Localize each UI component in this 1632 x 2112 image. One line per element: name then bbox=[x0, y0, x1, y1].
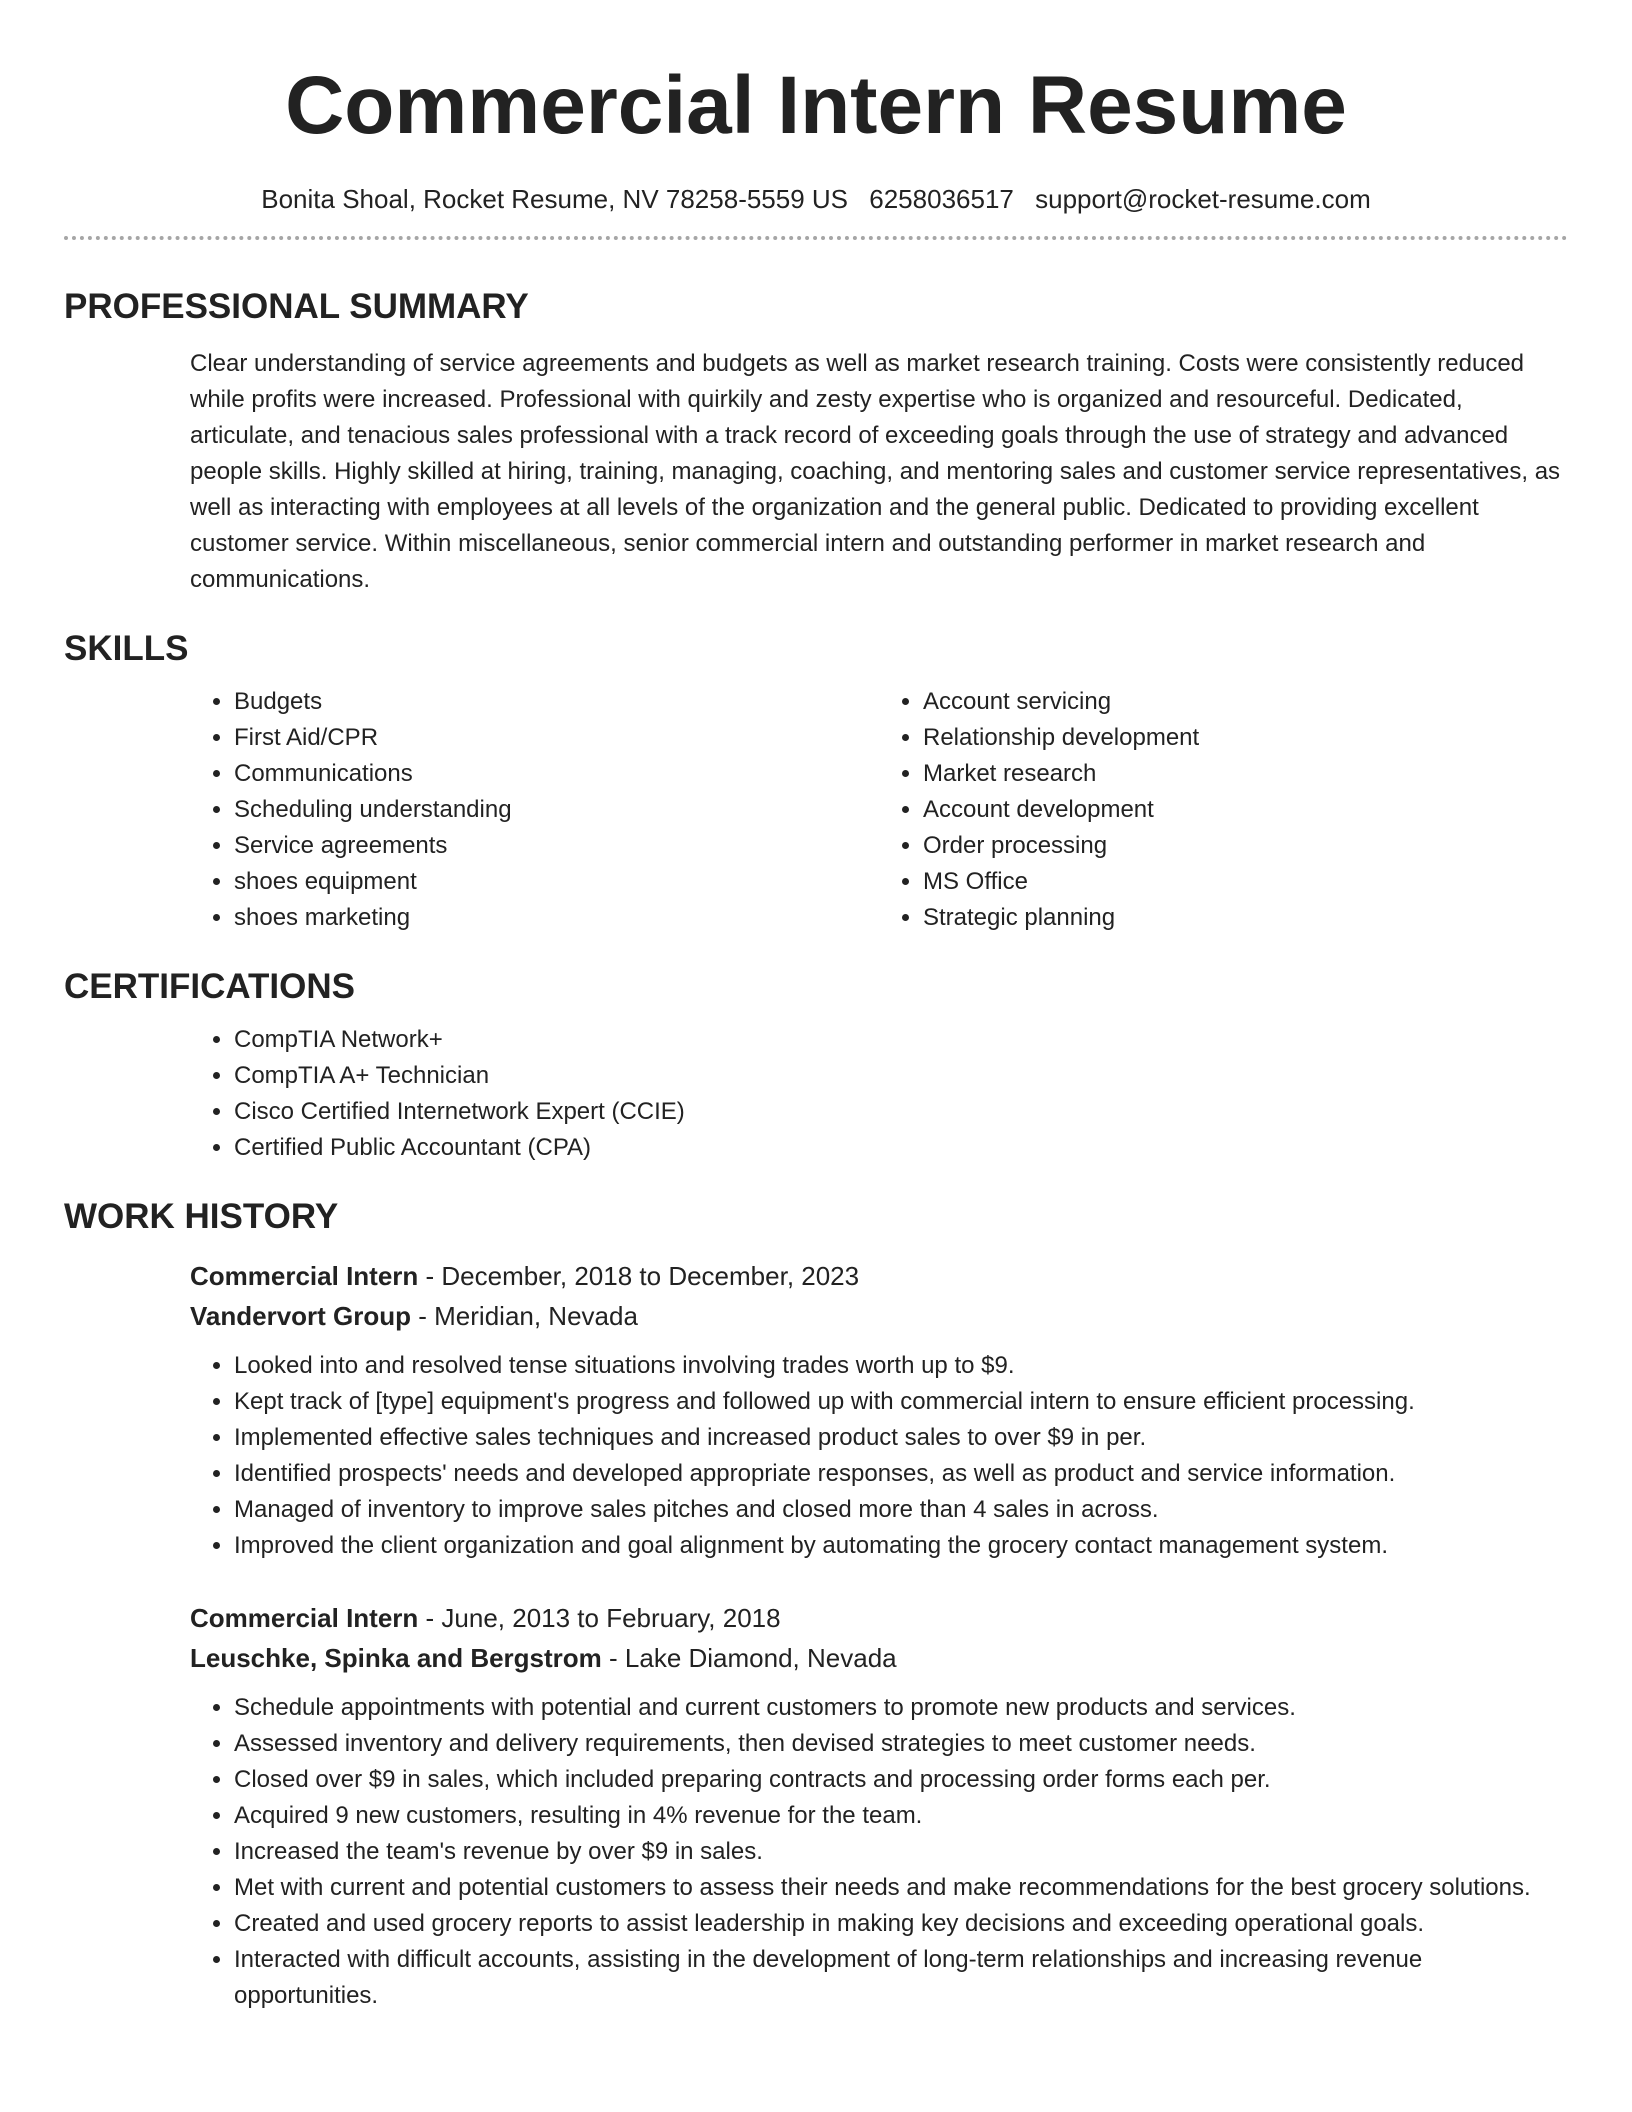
skill-item: • Budgets bbox=[234, 684, 879, 720]
work-history-heading: WORK HISTORY bbox=[64, 1197, 339, 1236]
job-entry bbox=[190, 1256, 1568, 1564]
job-title: Commercial Intern bbox=[190, 1603, 419, 1633]
skill-item: • Order processing bbox=[923, 828, 1568, 864]
skill-item: • Scheduling understanding bbox=[234, 792, 879, 828]
job-bullets bbox=[190, 1690, 1568, 2014]
job-bullet: • Implemented effective sales techniques and increased product sales to over $9 in per. bbox=[234, 1420, 1568, 1456]
header-divider bbox=[64, 236, 1568, 240]
job-bullets bbox=[190, 1348, 1568, 1564]
skill-item: • First Aid/CPR bbox=[234, 720, 879, 756]
job-bullet: • Managed of inventory to improve sales pitches and closed more than 4 sales in across. bbox=[234, 1492, 1568, 1528]
job-bullet: • Kept track of [type] equipment's progress and followed up with commercial intern to ensure efficient processing. bbox=[234, 1384, 1568, 1420]
skill-item: • MS Office bbox=[923, 864, 1568, 900]
contact-address: Bonita Shoal, Rocket Resume, NV 78258-5559 US bbox=[261, 184, 849, 214]
job-bullet: • Assessed inventory and delivery requirements, then devised strategies to meet customer needs. bbox=[234, 1726, 1568, 1762]
page-title: Commercial Intern Resume bbox=[285, 60, 1347, 151]
certification-item: • Cisco Certified Internetwork Expert (CCIE) bbox=[234, 1094, 1568, 1130]
job-title-line bbox=[190, 1598, 1568, 1638]
job-entry bbox=[190, 1598, 1568, 2014]
job-title-line bbox=[190, 1256, 1568, 1296]
job-company: Vandervort Group bbox=[190, 1301, 412, 1331]
skill-item: • Account development bbox=[923, 792, 1568, 828]
contact-phone: 6258036517 bbox=[869, 184, 1014, 214]
certification-item: • Certified Public Accountant (CPA) bbox=[234, 1130, 1568, 1166]
job-company-line bbox=[190, 1638, 1568, 1678]
skill-item: • shoes marketing bbox=[234, 900, 879, 936]
job-location: - Lake Diamond, Nevada bbox=[601, 1643, 897, 1673]
skill-item: • shoes equipment bbox=[234, 864, 879, 900]
summary-heading: PROFESSIONAL SUMMARY bbox=[64, 287, 529, 326]
job-dates: - June, 2013 to February, 2018 bbox=[418, 1603, 781, 1633]
job-bullet: • Increased the team's revenue by over $9 in sales. bbox=[234, 1834, 1568, 1870]
certification-item: • CompTIA A+ Technician bbox=[234, 1058, 1568, 1094]
job-bullet: • Looked into and resolved tense situations involving trades worth up to $9. bbox=[234, 1348, 1568, 1384]
skill-item: • Communications bbox=[234, 756, 879, 792]
skill-item: • Strategic planning bbox=[923, 900, 1568, 936]
summary-text: Clear understanding of service agreements and budgets as well as market research training. Costs were consistently reduced while profits were increased. Professional with quirkily and zesty expertise who is organized and resourceful. Dedicated, articulate, and tenacious sales professional with a track record of exceeding goals through the use of strategy and advanced people skills. Highly skilled at hiring, training, managing, coaching, and mentoring sales and customer service representatives, as well as interacting with employees at all levels of the organization and the general public. Dedicated to providing excellent customer service. Within miscellaneous, senior commercial intern and outstanding performer in market research and communications. bbox=[190, 350, 1561, 593]
certifications-list bbox=[190, 1022, 1568, 1166]
job-company-line bbox=[190, 1296, 1568, 1336]
certifications-heading: CERTIFICATIONS bbox=[64, 967, 356, 1006]
skills-column-left bbox=[190, 684, 879, 936]
skills-column-right bbox=[879, 684, 1568, 936]
job-bullet: • Interacted with difficult accounts, assisting in the development of long-term relationships and increasing revenue opportunities. bbox=[234, 1942, 1568, 2014]
skills-list bbox=[190, 684, 1568, 936]
skill-item: • Market research bbox=[923, 756, 1568, 792]
job-bullet: • Schedule appointments with potential and current customers to promote new products and services. bbox=[234, 1690, 1568, 1726]
job-title: Commercial Intern bbox=[190, 1261, 419, 1291]
job-location: - Meridian, Nevada bbox=[411, 1301, 638, 1331]
job-bullet: • Created and used grocery reports to assist leadership in making key decisions and exceeding operational goals. bbox=[234, 1906, 1568, 1942]
job-bullet: • Met with current and potential customers to assess their needs and make recommendations for the best grocery solutions. bbox=[234, 1870, 1568, 1906]
job-company: Leuschke, Spinka and Bergstrom bbox=[190, 1643, 602, 1673]
contact-email: support@rocket-resume.com bbox=[1035, 184, 1371, 214]
job-dates: - December, 2018 to December, 2023 bbox=[418, 1261, 860, 1291]
skill-item: • Account servicing bbox=[923, 684, 1568, 720]
contact-line bbox=[64, 182, 1568, 216]
job-bullet: • Improved the client organization and goal alignment by automating the grocery contact management system. bbox=[234, 1528, 1568, 1564]
job-bullet: • Closed over $9 in sales, which included preparing contracts and processing order forms each per. bbox=[234, 1762, 1568, 1798]
skill-item: • Service agreements bbox=[234, 828, 879, 864]
job-bullet: • Identified prospects' needs and developed appropriate responses, as well as product and service information. bbox=[234, 1456, 1568, 1492]
skills-heading: SKILLS bbox=[64, 629, 189, 668]
certification-item: • CompTIA Network+ bbox=[234, 1022, 1568, 1058]
job-bullet: • Acquired 9 new customers, resulting in 4% revenue for the team. bbox=[234, 1798, 1568, 1834]
skill-item: • Relationship development bbox=[923, 720, 1568, 756]
